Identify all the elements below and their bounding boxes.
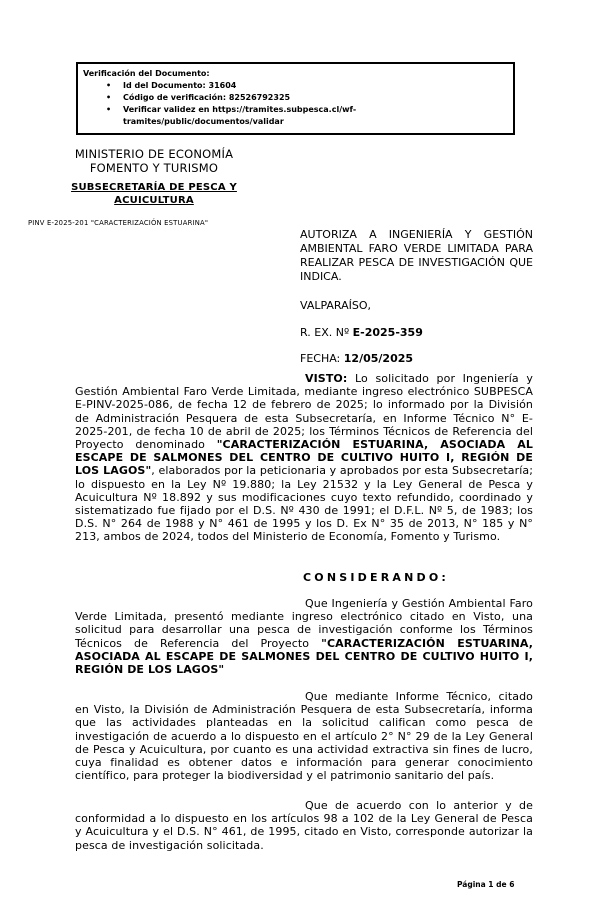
visto-text-before: Lo solicitado por Ingeniería y Gestión Ambiental Faro Verde Limitada, mediante ingreso electrónico SUBPESCA E-PINV-2025-086, de fecha 12 de febrero de 2025; lo informado por la División de Administración Pesquera de esta Subsecretaría, en Informe Técnico N° E-2025-201, de fecha 10 de abril de 2025; los Términos Técnicos de Referencia del Proyecto denominado xyxy=(75,372,533,452)
considerando-p1-project-name: "CARACTERIZACIÓN ESTUARINA, ASOCIADA AL ESCAPE DE SALMONES DEL CENTRO DE CULTIVO HUITO I, REGIÓN DE LOS LAGOS" xyxy=(75,636,533,677)
verification-item-id: • Id del Documento: 31604 xyxy=(83,80,507,92)
verification-item-url: • Verificar validez en https://tramites.subpesca.cl/wf-tramites/public/documentos/validar xyxy=(83,104,507,128)
resolution-number-line xyxy=(300,326,533,340)
visto-text-after: , elaborados por la peticionaria y aprobados por esta Subsecretaría; lo dispuesto en la Ley Nº 19.880; la Ley 21532 y la Ley General de Pesca y Acuicultura Nº 18.892 y sus modificaciones cuyo texto refundido, coordinado y sistematizado fue fijado por el D.S. Nº 430 de 1991; el D.F.L. Nº 5, de 1983; los D.S. N° 264 de 1988 y N° 461 de 1995 y los D. Ex N° 35 de 2013, N° 185 y N° 213, ambos de 2024, todos del Ministerio de Economía, Fomento y Turismo. xyxy=(75,464,533,544)
project-reference-line: PINV E-2025-201 "CARACTERIZACIÓN ESTUARINA" xyxy=(28,219,209,227)
visto-paragraph xyxy=(75,372,533,544)
date-line xyxy=(300,352,533,366)
verification-item-code: • Código de verificación: 82526792325 xyxy=(83,92,507,104)
verification-box xyxy=(76,62,515,135)
letterhead xyxy=(38,147,270,207)
ministry-name-line1: MINISTERIO DE ECONOMÍA xyxy=(74,147,234,161)
page-number: Página 1 de 6 xyxy=(457,880,515,889)
considerando-p1-text: Que Ingeniería y Gestión Ambiental Faro Verde Limitada, presentó mediante ingreso electrónico citado en Visto, una solicitud para desarrollar una pesca de investigación conforme los Términos Técnicos de Referencia del Proyecto xyxy=(75,597,533,650)
considerando-heading: CONSIDERANDO: xyxy=(303,571,449,584)
visto-label: VISTO: xyxy=(305,372,348,385)
ministry-name-line2: FOMENTO Y TURISMO xyxy=(89,161,219,175)
considerando-paragraph-2: Que mediante Informe Técnico, citado en Visto, la División de Administración Pesquera de esta Subsecretaría, informa que las actividades planteadas en la solicitud califican como pesca de investigación de acuerdo a lo dispuesto en el artículo 2° N° 29 de la Ley General de Pesca y Acuicultura, por cuanto es una actividad extractiva sin fines de lucro, cuya finalidad es obtener datos e información para generar conocimiento científico, para proteger la biodiversidad y el patrimonio sanitario del país. xyxy=(75,690,533,783)
date-value: 12/05/2025 xyxy=(343,352,414,365)
city-line: VALPARAÍSO, xyxy=(300,299,372,312)
resolution-number-label: R. EX. Nº xyxy=(300,326,353,339)
subsecretaria-name: SUBSECRETARÍA DE PESCA Y ACUICULTURA xyxy=(71,182,237,206)
considerando-paragraph-1 xyxy=(75,597,533,676)
resolution-subject: AUTORIZA A INGENIERÍA Y GESTIÓN AMBIENTAL FARO VERDE LIMITADA PARA REALIZAR PESCA DE INVESTIGACIÓN QUE INDICA. xyxy=(300,228,533,283)
verification-title: Verificación del Documento: xyxy=(83,69,210,78)
resolution-title-block xyxy=(300,228,533,366)
considerando-paragraph-3: Que de acuerdo con lo anterior y de conformidad a lo dispuesto en los artículos 98 a 102 de la Ley General de Pesca y Acuicultura y el D.S. N° 461, de 1995, citado en Visto, corresponde autorizar la pesca de investigación solicitada. xyxy=(75,799,533,852)
visto-project-name: "CARACTERIZACIÓN ESTUARINA, ASOCIADA AL ESCAPE DE SALMONES DEL CENTRO DE CULTIVO HUITO I, REGIÓN DE LOS LAGOS" xyxy=(75,438,533,478)
date-label: FECHA: xyxy=(300,352,344,365)
resolution-number-value: E-2025-359 xyxy=(352,326,423,339)
